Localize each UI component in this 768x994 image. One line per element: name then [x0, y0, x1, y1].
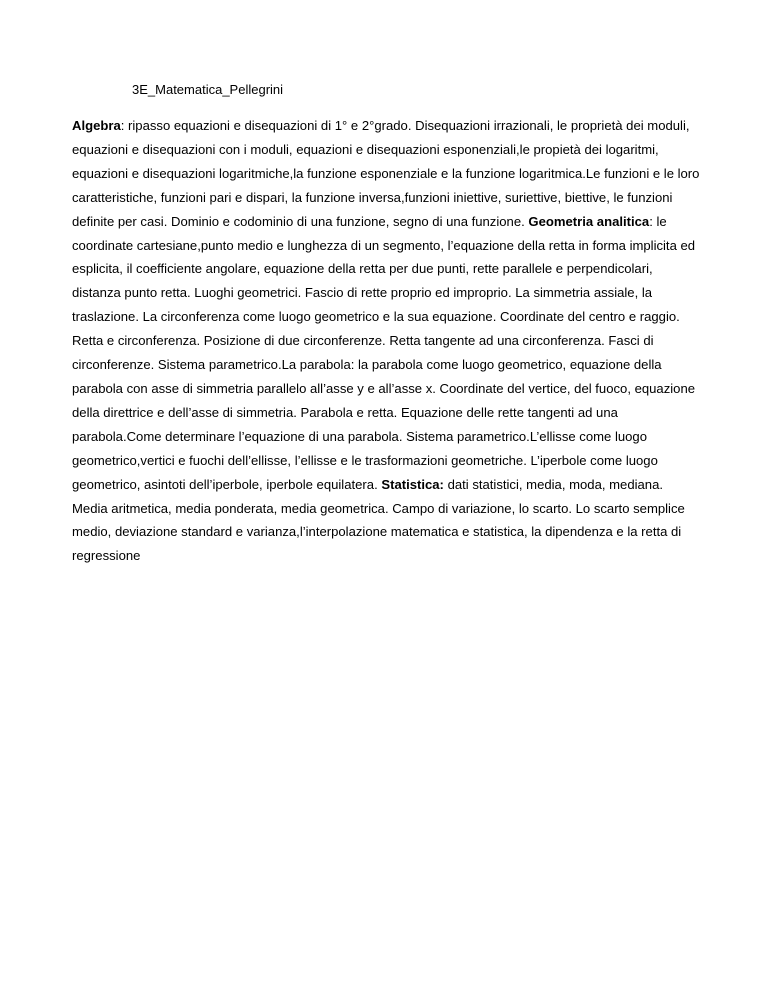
document-title: 3E_Matematica_Pellegrini [132, 82, 284, 97]
section-heading-geometria-analitica: Geometria analitica [528, 213, 650, 229]
section-heading-statistica: Statistica: [381, 476, 444, 492]
section-heading-algebra: Algebra [72, 118, 121, 133]
section-text-geometria-analitica: : le coordinate cartesiane,punto medio e lunghezza di un segmento, l’equazione della retta in forma implicita ed esplicita, il coefficiente angolare, equazione della retta per due punti, rette parallele e perpendicolari, distanza punto retta. Luoghi geometrici. Fascio di rette proprio ed improprio. La simmetria assiale, la traslazione. La circonferenza come luogo geometrico e la sua equazione. Coordinate del centro e raggio. Retta e circonferenza. Posizione di due circonferenze. Retta tangente ad una circonferenza. Fasci di circonferenze. Sistema parametrico.La parabola: la parabola come luogo geometrico, equazione della parabola con asse di simmetria parallelo all’asse y e all’asse x. Coordinate del vertice, del fuoco, equazione della direttrice e dell’asse di simmetria. Parabola e retta. Equazione delle rette tangenti ad una parabola.Come determinare l’equazione di una parabola. Sistema parametrico.L’ellisse come luogo geometrico,vertici e fuochi dell’ellisse, l’ellisse e le trasformazioni geometriche. L’iperbole come luogo geometrico, asintoti dell’iperbole, iperbole equilatera. [72, 213, 696, 492]
syllabus-paragraph [72, 114, 700, 568]
section-text-statistica: dati statistici, media, moda, mediana. Media aritmetica, media ponderata, media geometrica. Campo di variazione, lo scarto. Lo scarto semplice medio, deviazione standard e varianza,l’interpolazione matematica e statistica, la dipendenza e la retta di regressione [72, 476, 685, 564]
section-text-algebra: : ripasso equazioni e disequazioni di 1° e 2°grado. Disequazioni irrazionali, le proprietà dei moduli, equazioni e disequazioni con i moduli, equazioni e disequazioni esponenziali,le propietà dei logaritmi, equazioni e disequazioni logaritmiche,la funzione esponenziale e la funzione logaritmica.Le funzioni e le loro caratteristiche, funzioni pari e dispari, la funzione inversa,funzioni iniettive, suriettive, biettive, le funzioni definite per casi. Dominio e codominio di una funzione, segno di una funzione. [72, 118, 700, 229]
